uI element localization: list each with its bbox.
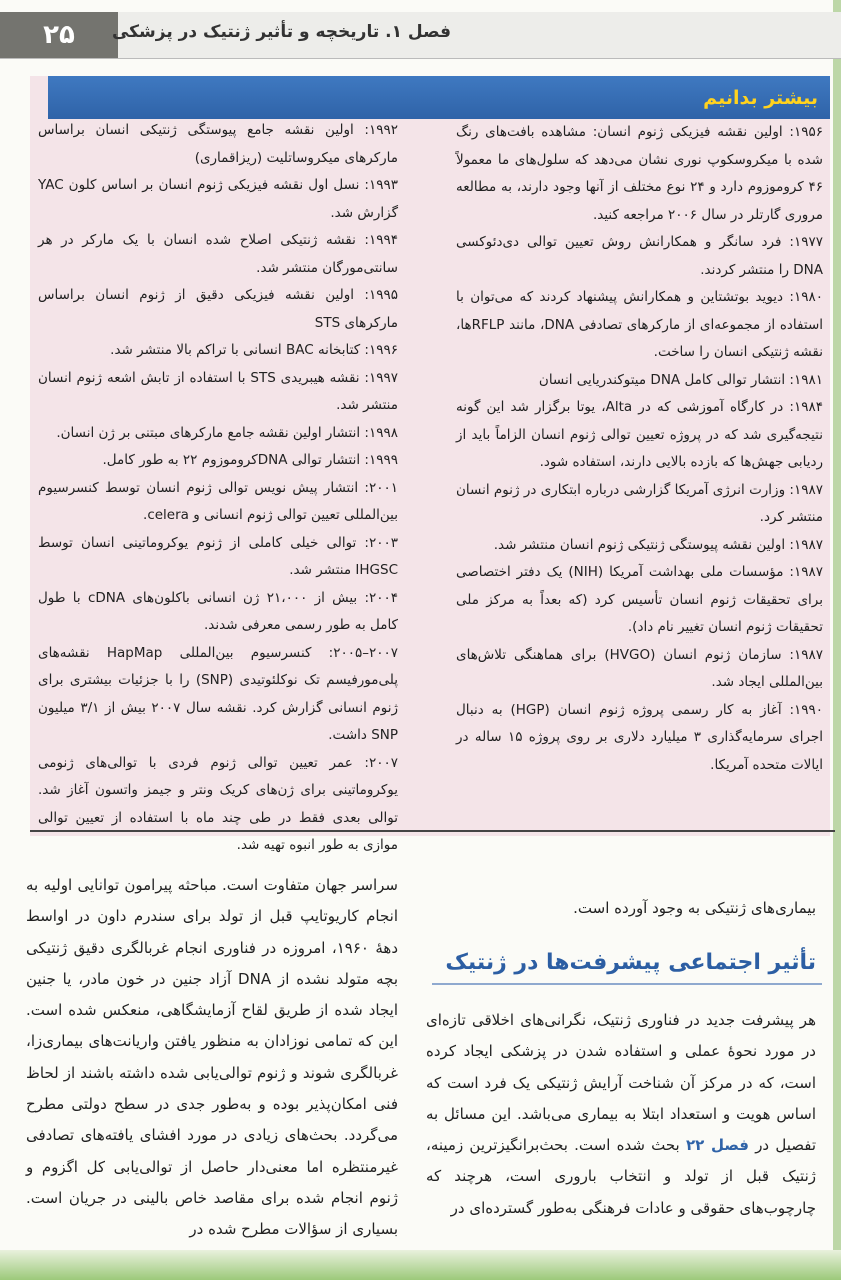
timeline-entry: ۱۹۹۹: انتشار توالی DNAکروموزوم ۲۲ به طور کامل. <box>102 452 398 468</box>
page-number: ۲۵ <box>0 12 118 58</box>
sidebar-box-title: بیشتر بدانیم <box>703 86 818 109</box>
page-footer-band <box>0 1250 841 1280</box>
timeline-entry: ۱۹۹۳: نسل اول نقشه فیزیکی ژنوم انسان بر اساس کلون YAC گزارش شد. <box>38 177 398 221</box>
body-text-right-intro: بیماری‌های ژنتیکی به وجود آورده است. <box>573 899 816 917</box>
timeline-entry: ۱۹۵۶: اولین نقشه فیزیکی ژنوم انسان: مشاهده بافت‌های رنگ شده با میکروسکوپ نوری نشان می‌دهد که سلول‌های ما معمولاً ۴۶ کروموزوم دارد و ۲۴ نوع مختلف از آنها وجود دارند، به مطالعه مروری گارتلر در سال ۲۰۰۶ مراجعه کنید. <box>456 124 823 223</box>
page-edge-tab <box>833 0 841 1280</box>
timeline-left-column <box>38 117 398 860</box>
section-heading-rule <box>432 983 822 985</box>
timeline-entry: ۱۹۹۵: اولین نقشه فیزیکی دقیق از ژنوم انسان براساس مارکرهای STS <box>38 287 398 331</box>
body-text-right-paragraph <box>426 1005 816 1224</box>
paragraph-part-b: بحث شده است. بحث‌برانگیزترین زمینه، ژنتیک قبل از تولد و انتخاب باروری است، هرچند که چارچوب‌های حقوقی و عادات فرهنگی به‌طور گسترده‌ای در <box>426 1136 816 1217</box>
timeline-entry: ۱۹۸۷: سازمان ژنوم انسان (HVGO) برای هماهنگی تلاش‌های بین‌المللی ایجاد شد. <box>456 646 823 690</box>
timeline-entry: ۱۹۹۶: کتابخانه BAC انسانی با تراکم بالا منتشر شد. <box>110 342 398 358</box>
timeline-entry: ۱۹۹۸: انتشار اولین نقشه جامع مارکرهای مبتنی بر ژن انسان. <box>56 424 398 441</box>
timeline-entry: ۲۰۰۱: انتشار پیش نویس توالی ژنوم انسان توسط کنسرسیوم بین‌المللی تعیین توالی ژنوم انسانی و celera. <box>38 479 398 523</box>
timeline-entry: ۱۹۸۷: وزارت انرژی آمریکا گزارشی درباره ابتکاری در ژنوم انسان منتشر کرد. <box>456 481 823 525</box>
timeline-entry: ۱۹۸۷: اولین نقشه پیوستگی ژنتیکی ژنوم انسان منتشر شد. <box>493 536 823 553</box>
timeline-entry: ۱۹۸۷: مؤسسات ملی بهداشت آمریکا (NIH) یک دفتر اختصاصی برای تحقیقات ژنوم انسان تأسیس کرد (که بعداً به مرکز ملی تحقیقات ژنوم انسان تغییر نام داد). <box>456 564 823 635</box>
body-text-left-paragraph: سراسر جهان متفاوت است. مباحثه پیرامون توانایی اولیه به انجام کاریوتایپ قبل از تولد برای سندرم داون در اواسط دههٔ ۱۹۶۰، امروزه در فناوری انجام غربالگری دقیق ژنتیکی بچه متولد نشده از DNA آزاد جنین در خون مادر، یا جنین ایجاد شده از طریق لقاح آزمایشگاهی، منعکس شده است. این که تمامی نوزادان به منظور یافتن واریانت‌های بیماری‌زا، غربالگری شوند و ژنوم توالی‌یابی شده داشته باشند از لحاظ فنی امکان‌پذیر بوده و به‌طور جدی در سطح دولتی مطرح می‌گردد. بحث‌های زیادی در مورد افشای یافته‌های تصادفی غیرمنتظره اما معنی‌دار حاصل از توالی‌یابی کل اگزوم و ژنوم انجام شده برای مقاصد خاص بالینی در جریان است. بسیاری از سؤالات مطرح شده در <box>26 876 398 1239</box>
box-bottom-rule <box>30 830 835 832</box>
sidebar-box-banner <box>48 76 830 119</box>
timeline-right-column <box>456 119 823 779</box>
timeline-entry: ۱۹۹۷: نقشه هیبریدی STS با استفاده از تابش اشعه ژنوم انسان منتشر شد. <box>38 369 398 413</box>
timeline-entry: ۱۹۹۴: نقشه ژنتیکی اصلاح شده انسان با یک مارکر در هر سانتی‌مورگان منتشر شد. <box>38 232 398 276</box>
chapter-title: فصل ۱. تاریخچه و تأثیر ژنتیک در پزشکی <box>111 22 451 42</box>
section-heading: تأثیر اجتماعی پیشرفت‌ها در ژنتیک <box>445 950 816 975</box>
timeline-entry: ۲۰۰۳: توالی خیلی کاملی از ژنوم یوکروماتینی انسان توسط IHGSC منتشر شد. <box>38 534 398 578</box>
timeline-entry: ۲۰۰۴: بیش از ۲۱،۰۰۰ ژن انسانی باکلون‌های cDNA با طول کامل به طور رسمی معرفی شدند. <box>38 589 399 633</box>
paragraph-part-a: هر پیشرفت جدید در فناوری ژنتیک، نگرانی‌های اخلاقی تازه‌ای در مورد نحوهٔ عملی و استفاده شدن در پزشکی ایجاد کرده است، که در مرکز آن شناخت آرایش ژنتیکی یک فرد است که اساس هویت و استعداد ابتلا به بیماری می‌باشد. این مسائل به تفصیل در <box>426 1011 816 1155</box>
timeline-entry: ۱۹۸۱: انتشار توالی کامل DNA میتوکندریایی انسان <box>538 371 823 388</box>
timeline-entry: ۲۰۰۷–۲۰۰۵: کنسرسیوم بین‌المللی HapMap نقشه‌های پلی‌مورفیسم تک نوکلئوتیدی (SNP) را با جزئیات بیشتری برای ژنوم انسانی گزارش کرد. نقشه سال ۲۰۰۷ بیش از ۳/۱ میلیون SNP داشت. <box>38 644 399 743</box>
timeline-entry: ۱۹۷۷: فرد سانگر و همکارانش روش تعیین توالی دی‌دئوکسی DNA را منتشر کردند. <box>456 234 823 278</box>
chapter-reference-link[interactable]: فصل ۲۲ <box>685 1136 749 1155</box>
timeline-entry: ۱۹۹۲: اولین نقشه جامع پیوستگی ژنتیکی انسان براساس مارکرهای میکروساتلیت (ریزاقماری) <box>38 122 398 166</box>
running-header <box>0 12 841 59</box>
timeline-entry: ۲۰۰۷: عمر تعیین توالی ژنوم فردی با توالی‌های ژنومی یوکروماتینی برای ژن‌های کریک ونتر و جیمز واتسون آغاز شد. توالی بعدی فقط در طی چند ماه با استفاده از تعیین توالی موازی به طور انبوه تهیه شد. <box>38 754 398 853</box>
timeline-entry: ۱۹۸۰: دیوید بوتشتاین و همکارانش پیشنهاد کردند که می‌توان با استفاده از مجموعه‌ای از مارکرهای تصادفی DNA، مانند RFLPها، نقشه ژنتیکی انسان را ساخت. <box>456 289 824 360</box>
timeline-entry: ۱۹۹۰: آغاز به کار رسمی پروژه ژنوم انسان (HGP) به دنبال اجرای سرمایه‌گذاری ۳ میلیارد دلاری بر روی پروژه ۱۵ ساله در ایالات متحده آمریکا. <box>456 701 824 773</box>
timeline-entry: ۱۹۸۴: در کارگاه آموزشی که در Alta، یوتا برگزار شد این گونه نتیجه‌گیری شد که در پروژه تعیین توالی ژنوم انسان الزاماً باید از ردیابی جهش‌ها که بازده بالایی دارند، استفاده شود. <box>456 399 823 470</box>
